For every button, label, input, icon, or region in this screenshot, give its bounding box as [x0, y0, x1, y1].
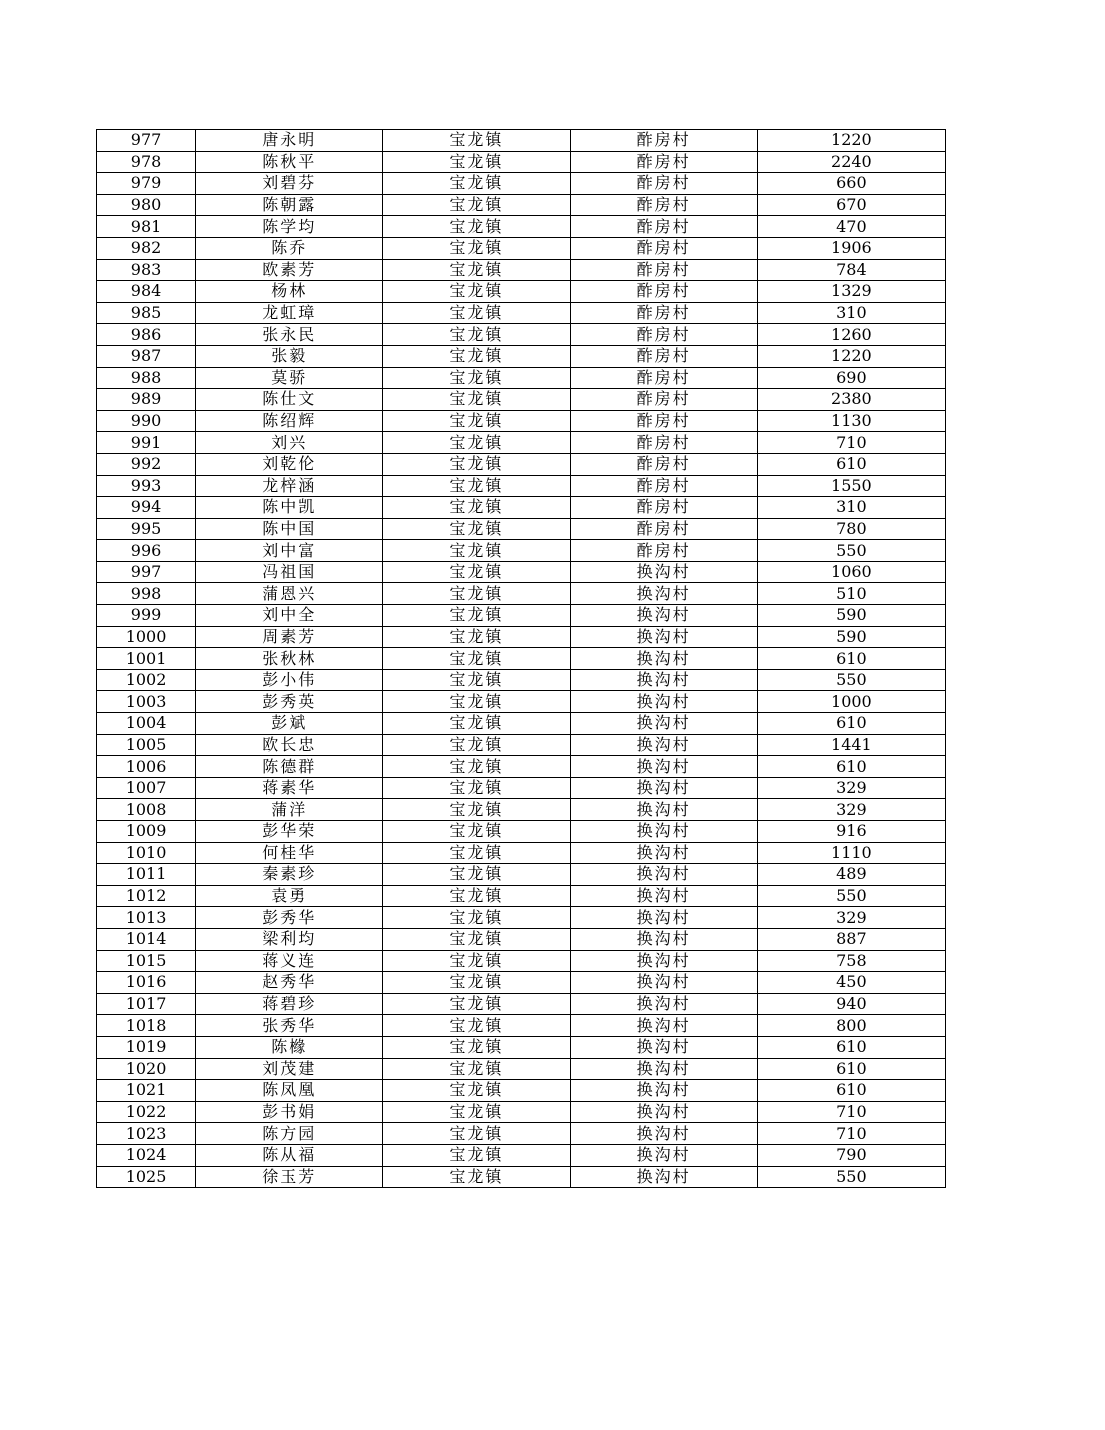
- record-town-cell: 宝龙镇: [383, 302, 570, 324]
- table-row: [97, 345, 946, 367]
- record-amount-cell: 1906: [757, 237, 945, 259]
- record-village-cell: 换沟村: [570, 734, 757, 756]
- record-number-cell: 998: [97, 583, 196, 605]
- record-amount-cell: 610: [757, 648, 945, 670]
- record-amount-cell: 510: [757, 583, 945, 605]
- record-town-cell: 宝龙镇: [383, 410, 570, 432]
- record-village-cell: 酢房村: [570, 130, 757, 152]
- record-town-cell: 宝龙镇: [383, 648, 570, 670]
- record-name-cell: 陈橼: [196, 1036, 383, 1058]
- table-row: [97, 302, 946, 324]
- record-amount-cell: 610: [757, 1080, 945, 1102]
- record-number-cell: 990: [97, 410, 196, 432]
- table-row: [97, 410, 946, 432]
- records-table: [96, 129, 946, 1188]
- record-town-cell: 宝龙镇: [383, 777, 570, 799]
- record-number-cell: 1021: [97, 1080, 196, 1102]
- record-village-cell: 换沟村: [570, 1015, 757, 1037]
- record-number-cell: 1018: [97, 1015, 196, 1037]
- table-row: [97, 583, 946, 605]
- record-number-cell: 1023: [97, 1123, 196, 1145]
- record-name-cell: 徐玉芳: [196, 1166, 383, 1188]
- record-number-cell: 995: [97, 518, 196, 540]
- record-amount-cell: 660: [757, 173, 945, 195]
- record-town-cell: 宝龙镇: [383, 497, 570, 519]
- record-number-cell: 1000: [97, 626, 196, 648]
- record-town-cell: 宝龙镇: [383, 734, 570, 756]
- record-town-cell: 宝龙镇: [383, 1058, 570, 1080]
- record-amount-cell: 310: [757, 497, 945, 519]
- record-village-cell: 换沟村: [570, 626, 757, 648]
- record-village-cell: 酢房村: [570, 475, 757, 497]
- record-amount-cell: 1130: [757, 410, 945, 432]
- record-name-cell: 唐永明: [196, 130, 383, 152]
- record-number-cell: 1017: [97, 993, 196, 1015]
- table-row: [97, 907, 946, 929]
- record-amount-cell: 610: [757, 756, 945, 778]
- record-name-cell: 彭秀英: [196, 691, 383, 713]
- record-number-cell: 1001: [97, 648, 196, 670]
- record-village-cell: 换沟村: [570, 1144, 757, 1166]
- table-row: [97, 173, 946, 195]
- record-number-cell: 1004: [97, 713, 196, 735]
- record-name-cell: 陈学均: [196, 216, 383, 238]
- record-town-cell: 宝龙镇: [383, 713, 570, 735]
- record-number-cell: 1024: [97, 1144, 196, 1166]
- record-town-cell: 宝龙镇: [383, 367, 570, 389]
- record-village-cell: 换沟村: [570, 1058, 757, 1080]
- record-town-cell: 宝龙镇: [383, 907, 570, 929]
- record-town-cell: 宝龙镇: [383, 669, 570, 691]
- table-row: [97, 691, 946, 713]
- record-amount-cell: 590: [757, 605, 945, 627]
- table-row: [97, 972, 946, 994]
- record-name-cell: 张永民: [196, 324, 383, 346]
- record-number-cell: 978: [97, 151, 196, 173]
- record-amount-cell: 550: [757, 885, 945, 907]
- record-village-cell: 酢房村: [570, 497, 757, 519]
- record-town-cell: 宝龙镇: [383, 950, 570, 972]
- record-name-cell: 张毅: [196, 345, 383, 367]
- record-amount-cell: 780: [757, 518, 945, 540]
- record-town-cell: 宝龙镇: [383, 216, 570, 238]
- record-village-cell: 酢房村: [570, 151, 757, 173]
- record-name-cell: 刘碧芬: [196, 173, 383, 195]
- record-number-cell: 983: [97, 259, 196, 281]
- record-name-cell: 袁勇: [196, 885, 383, 907]
- record-name-cell: 陈德群: [196, 756, 383, 778]
- record-village-cell: 酢房村: [570, 540, 757, 562]
- table-row: [97, 842, 946, 864]
- record-name-cell: 蒲洋: [196, 799, 383, 821]
- record-town-cell: 宝龙镇: [383, 432, 570, 454]
- table-row: [97, 799, 946, 821]
- record-name-cell: 欧长忠: [196, 734, 383, 756]
- record-village-cell: 酢房村: [570, 281, 757, 303]
- record-number-cell: 999: [97, 605, 196, 627]
- table-row: [97, 1036, 946, 1058]
- table-row: [97, 1015, 946, 1037]
- record-village-cell: 换沟村: [570, 713, 757, 735]
- record-village-cell: 换沟村: [570, 756, 757, 778]
- record-town-cell: 宝龙镇: [383, 1080, 570, 1102]
- record-name-cell: 陈凤凰: [196, 1080, 383, 1102]
- record-number-cell: 981: [97, 216, 196, 238]
- record-village-cell: 换沟村: [570, 1080, 757, 1102]
- record-number-cell: 982: [97, 237, 196, 259]
- record-number-cell: 997: [97, 561, 196, 583]
- record-amount-cell: 690: [757, 367, 945, 389]
- table-row: [97, 669, 946, 691]
- record-name-cell: 赵秀华: [196, 972, 383, 994]
- record-town-cell: 宝龙镇: [383, 194, 570, 216]
- record-village-cell: 酢房村: [570, 432, 757, 454]
- record-name-cell: 刘中富: [196, 540, 383, 562]
- table-row: [97, 756, 946, 778]
- record-village-cell: 酢房村: [570, 302, 757, 324]
- record-name-cell: 欧素芳: [196, 259, 383, 281]
- record-amount-cell: 1110: [757, 842, 945, 864]
- table-row: [97, 1123, 946, 1145]
- table-row: [97, 1101, 946, 1123]
- record-village-cell: 换沟村: [570, 669, 757, 691]
- record-number-cell: 1012: [97, 885, 196, 907]
- record-village-cell: 换沟村: [570, 1101, 757, 1123]
- record-number-cell: 1013: [97, 907, 196, 929]
- record-name-cell: 彭书娟: [196, 1101, 383, 1123]
- record-name-cell: 蒋碧珍: [196, 993, 383, 1015]
- record-name-cell: 周素芳: [196, 626, 383, 648]
- record-amount-cell: 710: [757, 1123, 945, 1145]
- table-row: [97, 864, 946, 886]
- record-amount-cell: 550: [757, 1166, 945, 1188]
- record-town-cell: 宝龙镇: [383, 885, 570, 907]
- record-village-cell: 换沟村: [570, 561, 757, 583]
- table-row: [97, 130, 946, 152]
- record-town-cell: 宝龙镇: [383, 1101, 570, 1123]
- table-row: [97, 194, 946, 216]
- record-village-cell: 酢房村: [570, 194, 757, 216]
- table-row: [97, 475, 946, 497]
- record-town-cell: 宝龙镇: [383, 691, 570, 713]
- record-village-cell: 酢房村: [570, 237, 757, 259]
- table-row: [97, 216, 946, 238]
- record-number-cell: 1008: [97, 799, 196, 821]
- record-town-cell: 宝龙镇: [383, 561, 570, 583]
- record-amount-cell: 758: [757, 950, 945, 972]
- record-name-cell: 张秀华: [196, 1015, 383, 1037]
- record-town-cell: 宝龙镇: [383, 518, 570, 540]
- record-town-cell: 宝龙镇: [383, 1036, 570, 1058]
- record-amount-cell: 1220: [757, 345, 945, 367]
- record-name-cell: 杨林: [196, 281, 383, 303]
- record-amount-cell: 710: [757, 432, 945, 454]
- record-number-cell: 980: [97, 194, 196, 216]
- record-number-cell: 986: [97, 324, 196, 346]
- record-town-cell: 宝龙镇: [383, 281, 570, 303]
- record-number-cell: 1007: [97, 777, 196, 799]
- record-name-cell: 陈乔: [196, 237, 383, 259]
- record-town-cell: 宝龙镇: [383, 389, 570, 411]
- record-number-cell: 993: [97, 475, 196, 497]
- table-row: [97, 367, 946, 389]
- record-village-cell: 换沟村: [570, 907, 757, 929]
- record-village-cell: 换沟村: [570, 885, 757, 907]
- table-row: [97, 1080, 946, 1102]
- table-row: [97, 777, 946, 799]
- record-town-cell: 宝龙镇: [383, 928, 570, 950]
- table-row: [97, 432, 946, 454]
- table-row: [97, 259, 946, 281]
- record-name-cell: 陈绍辉: [196, 410, 383, 432]
- table-row: [97, 734, 946, 756]
- record-amount-cell: 310: [757, 302, 945, 324]
- table-row: [97, 497, 946, 519]
- record-number-cell: 1002: [97, 669, 196, 691]
- table-row: [97, 389, 946, 411]
- record-town-cell: 宝龙镇: [383, 972, 570, 994]
- table-row: [97, 885, 946, 907]
- record-amount-cell: 590: [757, 626, 945, 648]
- record-name-cell: 陈中国: [196, 518, 383, 540]
- record-name-cell: 蒲恩兴: [196, 583, 383, 605]
- record-number-cell: 984: [97, 281, 196, 303]
- record-name-cell: 龙梓涵: [196, 475, 383, 497]
- record-town-cell: 宝龙镇: [383, 237, 570, 259]
- record-number-cell: 994: [97, 497, 196, 519]
- record-number-cell: 1015: [97, 950, 196, 972]
- record-village-cell: 酢房村: [570, 324, 757, 346]
- record-town-cell: 宝龙镇: [383, 475, 570, 497]
- record-village-cell: 换沟村: [570, 993, 757, 1015]
- record-number-cell: 1005: [97, 734, 196, 756]
- table-row: [97, 1058, 946, 1080]
- record-amount-cell: 329: [757, 907, 945, 929]
- record-name-cell: 彭小伟: [196, 669, 383, 691]
- record-name-cell: 刘茂建: [196, 1058, 383, 1080]
- record-number-cell: 1009: [97, 821, 196, 843]
- record-name-cell: 彭秀华: [196, 907, 383, 929]
- record-town-cell: 宝龙镇: [383, 1015, 570, 1037]
- record-amount-cell: 1550: [757, 475, 945, 497]
- table-row: [97, 237, 946, 259]
- record-town-cell: 宝龙镇: [383, 864, 570, 886]
- record-town-cell: 宝龙镇: [383, 540, 570, 562]
- record-number-cell: 1019: [97, 1036, 196, 1058]
- record-village-cell: 换沟村: [570, 821, 757, 843]
- record-town-cell: 宝龙镇: [383, 993, 570, 1015]
- record-amount-cell: 2240: [757, 151, 945, 173]
- record-village-cell: 换沟村: [570, 928, 757, 950]
- record-amount-cell: 610: [757, 453, 945, 475]
- record-number-cell: 1025: [97, 1166, 196, 1188]
- record-village-cell: 酢房村: [570, 389, 757, 411]
- table-row: [97, 648, 946, 670]
- record-amount-cell: 1329: [757, 281, 945, 303]
- record-amount-cell: 1220: [757, 130, 945, 152]
- record-town-cell: 宝龙镇: [383, 259, 570, 281]
- table-row: [97, 453, 946, 475]
- record-amount-cell: 610: [757, 713, 945, 735]
- record-village-cell: 酢房村: [570, 259, 757, 281]
- record-town-cell: 宝龙镇: [383, 799, 570, 821]
- table-row: [97, 518, 946, 540]
- record-village-cell: 酢房村: [570, 453, 757, 475]
- record-name-cell: 陈方园: [196, 1123, 383, 1145]
- record-village-cell: 换沟村: [570, 1123, 757, 1145]
- record-name-cell: 蒋素华: [196, 777, 383, 799]
- table-row: [97, 540, 946, 562]
- record-amount-cell: 489: [757, 864, 945, 886]
- record-amount-cell: 710: [757, 1101, 945, 1123]
- record-number-cell: 985: [97, 302, 196, 324]
- record-amount-cell: 1260: [757, 324, 945, 346]
- record-name-cell: 张秋林: [196, 648, 383, 670]
- record-amount-cell: 1060: [757, 561, 945, 583]
- record-name-cell: 蒋义连: [196, 950, 383, 972]
- record-town-cell: 宝龙镇: [383, 324, 570, 346]
- table-row: [97, 821, 946, 843]
- record-name-cell: 陈朝露: [196, 194, 383, 216]
- record-amount-cell: 940: [757, 993, 945, 1015]
- record-amount-cell: 670: [757, 194, 945, 216]
- record-town-cell: 宝龙镇: [383, 453, 570, 475]
- table-row: [97, 993, 946, 1015]
- record-town-cell: 宝龙镇: [383, 626, 570, 648]
- record-name-cell: 秦素珍: [196, 864, 383, 886]
- table-row: [97, 1166, 946, 1188]
- record-amount-cell: 470: [757, 216, 945, 238]
- table-row: [97, 605, 946, 627]
- record-village-cell: 酢房村: [570, 173, 757, 195]
- table-row: [97, 950, 946, 972]
- record-name-cell: 龙虹璋: [196, 302, 383, 324]
- record-town-cell: 宝龙镇: [383, 583, 570, 605]
- table-row: [97, 324, 946, 346]
- record-number-cell: 1003: [97, 691, 196, 713]
- record-town-cell: 宝龙镇: [383, 173, 570, 195]
- record-name-cell: 刘兴: [196, 432, 383, 454]
- record-number-cell: 977: [97, 130, 196, 152]
- record-village-cell: 换沟村: [570, 648, 757, 670]
- record-town-cell: 宝龙镇: [383, 756, 570, 778]
- record-amount-cell: 2380: [757, 389, 945, 411]
- record-village-cell: 酢房村: [570, 410, 757, 432]
- record-village-cell: 换沟村: [570, 691, 757, 713]
- table-row: [97, 713, 946, 735]
- record-amount-cell: 610: [757, 1058, 945, 1080]
- record-number-cell: 1016: [97, 972, 196, 994]
- record-village-cell: 酢房村: [570, 216, 757, 238]
- record-town-cell: 宝龙镇: [383, 345, 570, 367]
- record-name-cell: 陈仕文: [196, 389, 383, 411]
- record-amount-cell: 1441: [757, 734, 945, 756]
- record-town-cell: 宝龙镇: [383, 151, 570, 173]
- record-number-cell: 996: [97, 540, 196, 562]
- record-village-cell: 换沟村: [570, 605, 757, 627]
- record-number-cell: 989: [97, 389, 196, 411]
- record-town-cell: 宝龙镇: [383, 1123, 570, 1145]
- record-name-cell: 陈中凯: [196, 497, 383, 519]
- record-amount-cell: 800: [757, 1015, 945, 1037]
- table-row: [97, 151, 946, 173]
- record-town-cell: 宝龙镇: [383, 1144, 570, 1166]
- table-row: [97, 928, 946, 950]
- record-number-cell: 991: [97, 432, 196, 454]
- record-number-cell: 992: [97, 453, 196, 475]
- record-number-cell: 987: [97, 345, 196, 367]
- record-number-cell: 1020: [97, 1058, 196, 1080]
- record-village-cell: 酢房村: [570, 518, 757, 540]
- record-village-cell: 换沟村: [570, 799, 757, 821]
- record-name-cell: 梁利均: [196, 928, 383, 950]
- records-table-body: [97, 130, 946, 1188]
- record-town-cell: 宝龙镇: [383, 130, 570, 152]
- table-row: [97, 626, 946, 648]
- record-amount-cell: 450: [757, 972, 945, 994]
- record-village-cell: 换沟村: [570, 972, 757, 994]
- record-village-cell: 换沟村: [570, 583, 757, 605]
- record-village-cell: 换沟村: [570, 950, 757, 972]
- record-name-cell: 彭斌: [196, 713, 383, 735]
- table-row: [97, 561, 946, 583]
- record-number-cell: 1006: [97, 756, 196, 778]
- record-number-cell: 979: [97, 173, 196, 195]
- record-amount-cell: 610: [757, 1036, 945, 1058]
- record-amount-cell: 887: [757, 928, 945, 950]
- record-amount-cell: 550: [757, 540, 945, 562]
- table-row: [97, 281, 946, 303]
- record-town-cell: 宝龙镇: [383, 1166, 570, 1188]
- record-name-cell: 何桂华: [196, 842, 383, 864]
- record-amount-cell: 1000: [757, 691, 945, 713]
- record-name-cell: 刘乾伦: [196, 453, 383, 475]
- record-name-cell: 冯祖国: [196, 561, 383, 583]
- record-amount-cell: 916: [757, 821, 945, 843]
- record-amount-cell: 550: [757, 669, 945, 691]
- record-town-cell: 宝龙镇: [383, 842, 570, 864]
- record-amount-cell: 790: [757, 1144, 945, 1166]
- record-number-cell: 1022: [97, 1101, 196, 1123]
- record-amount-cell: 784: [757, 259, 945, 281]
- record-number-cell: 1011: [97, 864, 196, 886]
- table-row: [97, 1144, 946, 1166]
- record-village-cell: 换沟村: [570, 777, 757, 799]
- record-number-cell: 1014: [97, 928, 196, 950]
- record-village-cell: 酢房村: [570, 345, 757, 367]
- record-name-cell: 刘中全: [196, 605, 383, 627]
- record-town-cell: 宝龙镇: [383, 821, 570, 843]
- record-amount-cell: 329: [757, 777, 945, 799]
- record-name-cell: 陈从福: [196, 1144, 383, 1166]
- record-village-cell: 换沟村: [570, 1036, 757, 1058]
- record-village-cell: 换沟村: [570, 842, 757, 864]
- record-town-cell: 宝龙镇: [383, 605, 570, 627]
- record-number-cell: 988: [97, 367, 196, 389]
- record-village-cell: 换沟村: [570, 1166, 757, 1188]
- record-name-cell: 莫骄: [196, 367, 383, 389]
- record-number-cell: 1010: [97, 842, 196, 864]
- record-amount-cell: 329: [757, 799, 945, 821]
- record-name-cell: 彭华荣: [196, 821, 383, 843]
- record-village-cell: 酢房村: [570, 367, 757, 389]
- record-name-cell: 陈秋平: [196, 151, 383, 173]
- record-village-cell: 换沟村: [570, 864, 757, 886]
